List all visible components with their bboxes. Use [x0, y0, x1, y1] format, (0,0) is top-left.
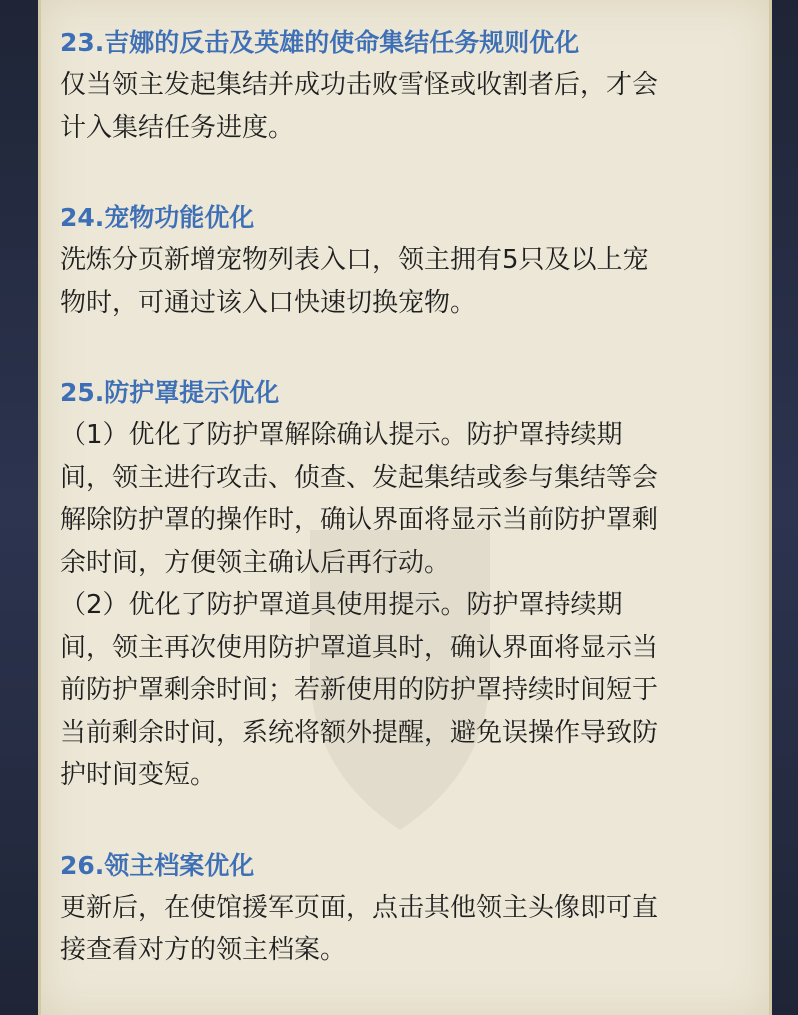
- section-line: 间，领主再次使用防护罩道具时，确认界面将显示当: [60, 632, 659, 663]
- section-line: 计入集结任务进度。: [60, 112, 295, 143]
- section-line: 洗炼分页新增宠物列表入口，领主拥有5只及以上宠: [60, 245, 649, 275]
- section-25: [60, 372, 746, 797]
- section-line: 余时间，方便领主确认后再行动。: [60, 547, 451, 578]
- section-heading: 23.吉娜的反击及英雄的使命集结任务规则优化: [60, 28, 580, 57]
- section-line: 仅当领主发起集结并成功击败雪怪或收割者后，才会: [60, 70, 659, 100]
- patch-notes-content: [60, 22, 746, 1015]
- section-24: [60, 197, 746, 324]
- section-line: 前防护罩剩余时间；若新使用的防护罩持续时间短于: [60, 675, 659, 705]
- section-heading: 24.宠物功能优化: [60, 203, 255, 232]
- section-line: 更新后，在使馆援军页面，点击其他领主头像即可直: [60, 892, 659, 923]
- section-line: 解除防护罩的操作时，确认界面将显示当前防护罩剩: [60, 505, 659, 535]
- section-line: 物时，可通过该入口快速切换宠物。: [60, 287, 477, 318]
- section-line: 护时间变短。: [60, 760, 217, 790]
- section-23: [60, 22, 746, 149]
- section-heading: 26.领主档案优化: [60, 850, 255, 880]
- section-26: [60, 845, 746, 972]
- section-line: 间，领主进行攻击、侦查、发起集结或参与集结等会: [60, 462, 659, 493]
- section-line: 当前剩余时间，系统将额外提醒，避免误操作导致防: [60, 717, 659, 748]
- section-line: （1）优化了防护罩解除确认提示。防护罩持续期: [60, 420, 623, 450]
- section-heading: 25.防护罩提示优化: [60, 378, 280, 407]
- left-frame-border: [0, 0, 40, 1015]
- section-line: （2）优化了防护罩道具使用提示。防护罩持续期: [60, 590, 623, 620]
- section-line: 接查看对方的领主档案。: [60, 935, 347, 965]
